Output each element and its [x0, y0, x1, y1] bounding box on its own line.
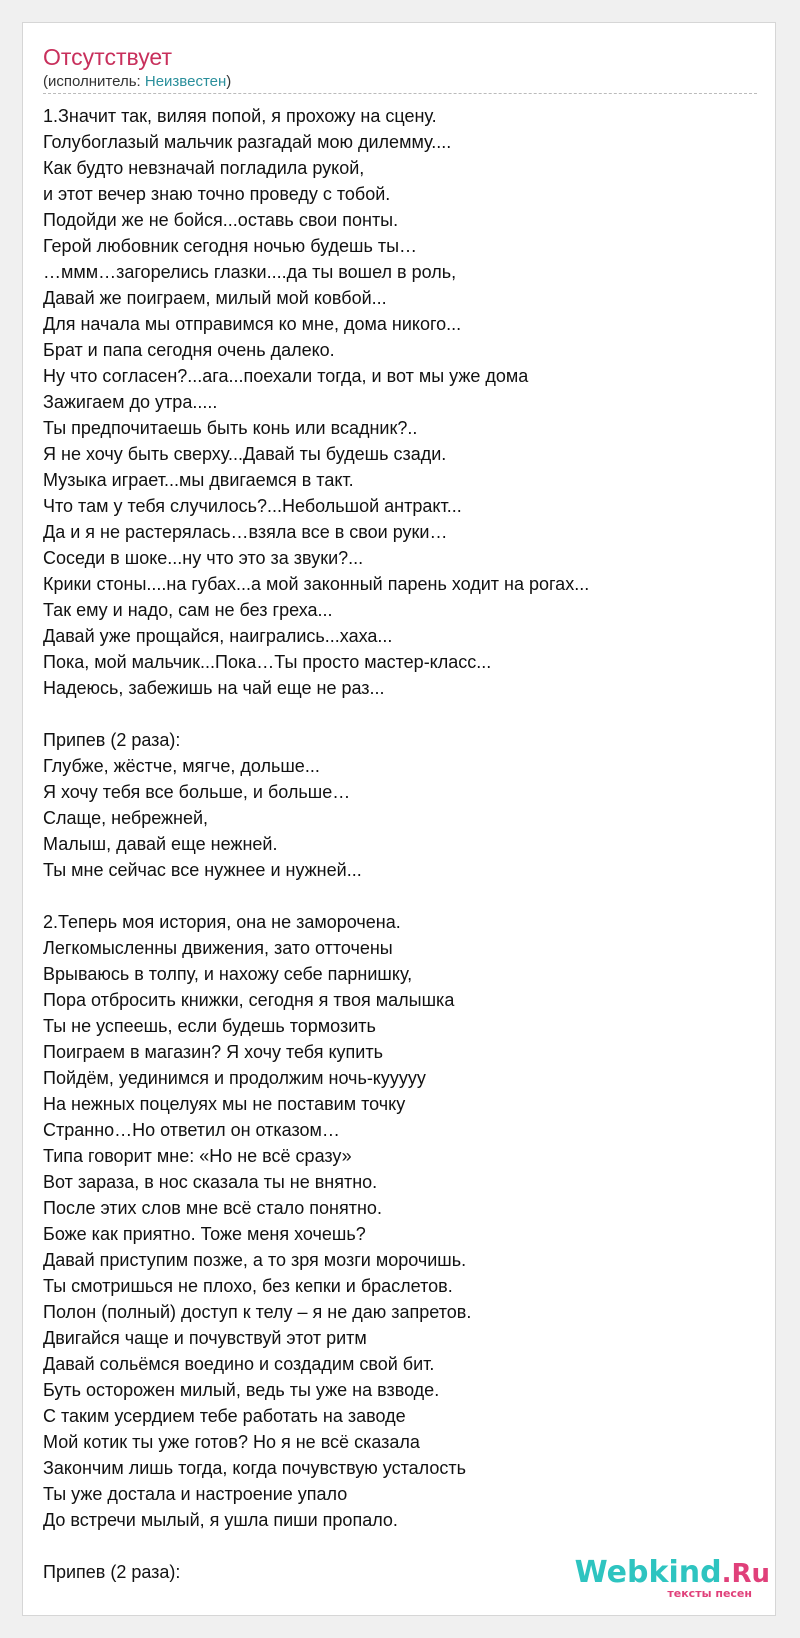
lyric-line: Я не хочу быть сверху...Давай ты будешь сзади. [43, 444, 447, 464]
lyric-line: Глубже, жёстче, мягче, дольше... [43, 756, 320, 776]
lyric-line: Голубоглазый мальчик разгадай мою дилемму.... [43, 132, 452, 152]
lyric-line: Давай сольёмся воедино и создадим свой бит. [43, 1354, 435, 1374]
lyric-line: Припев (2 раза): [43, 730, 181, 750]
lyric-line: Малыш, давай еще нежней. [43, 834, 278, 854]
lyric-line: Ну что согласен?...ага...поехали тогда, и вот мы уже дома [43, 366, 529, 386]
lyric-line: Как будто невзначай погладила рукой, [43, 158, 365, 178]
lyrics-card [22, 22, 776, 1616]
logo-subtitle: тексты песен [667, 1587, 752, 1600]
lyric-line: Ты не успеешь, если будешь тормозить [43, 1016, 376, 1036]
logo-main-text: Webkind [574, 1555, 722, 1590]
lyric-line: С таким усердием тебе работать на заводе [43, 1406, 406, 1426]
lyric-line: Странно…Но ответил он отказом… [43, 1120, 340, 1140]
lyric-line: Соседи в шоке...ну что это за звуки?... [43, 548, 364, 568]
song-title: Отсутствует [43, 44, 172, 70]
lyric-line: Двигайся чаще и почувствуй этот ритм [43, 1328, 367, 1348]
lyric-line: Буть осторожен милый, ведь ты уже на взводе. [43, 1380, 440, 1400]
logo-wordmark [575, 1557, 770, 1590]
lyric-line: Герой любовник сегодня ночью будешь ты… [43, 236, 418, 256]
lyric-line: Давай приступим позже, а то зря мозги морочишь. [43, 1250, 467, 1270]
lyric-line: 2.Теперь моя история, она не заморочена. [43, 912, 401, 932]
webkind-logo[interactable] [575, 1557, 770, 1600]
logo-tld: .Ru [721, 1559, 770, 1589]
lyric-line: Музыка играет...мы двигаемся в такт. [43, 470, 354, 490]
lyric-line: Поиграем в магазин? Я хочу тебя купить [43, 1042, 383, 1062]
lyric-line: Легкомысленны движения, зато отточены [43, 938, 393, 958]
lyric-line: Припев (2 раза): [43, 1562, 181, 1582]
lyric-line: Крики стоны....на губах...а мой законный парень ходит на рогах... [43, 574, 590, 594]
artist-link[interactable]: Неизвестен [144, 73, 227, 90]
lyric-line: Ты мне сейчас все нужнее и нужней... [43, 860, 362, 880]
lyric-line: На нежных поцелуях мы не поставим точку [43, 1094, 406, 1114]
lyric-line: Мой котик ты уже готов? Но я не всё сказала [43, 1432, 420, 1452]
lyric-line: Закончим лишь тогда, когда почувствую усталость [43, 1458, 466, 1478]
lyric-line: Ты смотришься не плохо, без кепки и браслетов. [43, 1276, 453, 1296]
lyric-line: Для начала мы отправимся ко мне, дома никого... [43, 314, 462, 334]
lyric-line: Ты предпочитаешь быть конь или всадник?.. [43, 418, 418, 438]
lyric-line: Давай уже прощайся, наигрались...хаха... [43, 626, 393, 646]
lyric-line: Пора отбросить книжки, сегодня я твоя малышка [43, 990, 455, 1010]
lyrics-text [43, 103, 763, 1585]
lyric-line: Надеюсь, забежишь на чай еще не раз... [43, 678, 385, 698]
lyric-line: Пока, мой мальчик...Пока…Ты просто мастер-класс... [43, 652, 492, 672]
artist-prefix: (исполнитель: [43, 73, 145, 90]
title-divider [43, 93, 757, 94]
lyric-line: Слаще, небрежней, [43, 808, 209, 828]
artist-line [43, 73, 231, 91]
lyric-line: …ммм…загорелись глазки....да ты вошел в роль, [43, 262, 457, 282]
lyric-line: Зажигаем до утра..... [43, 392, 218, 412]
lyric-line: Да и я не растерялась…взяла все в свои руки… [43, 522, 448, 542]
lyric-line [43, 701, 763, 727]
lyric-line: Полон (полный) доступ к телу – я не даю запретов. [43, 1302, 472, 1322]
lyric-line: Ты уже достала и настроение упало [43, 1484, 348, 1504]
lyric-line [43, 883, 763, 909]
artist-suffix: ) [226, 73, 232, 90]
lyric-line: Типа говорит мне: «Но не всё сразу» [43, 1146, 352, 1166]
lyric-line: Вот зараза, в нос сказала ты не внятно. [43, 1172, 378, 1192]
lyric-line: и этот вечер знаю точно проведу с тобой. [43, 184, 391, 204]
lyric-line: 1.Значит так, виляя попой, я прохожу на сцену. [43, 106, 437, 126]
lyric-line: После этих слов мне всё стало понятно. [43, 1198, 382, 1218]
lyric-line: Пойдём, уединимся и продолжим ночь-кууууу [43, 1068, 426, 1088]
lyric-line: До встречи мылый, я ушла пиши пропало. [43, 1510, 398, 1530]
lyric-line: Так ему и надо, сам не без греха... [43, 600, 333, 620]
lyric-line: Давай же поиграем, милый мой ковбой... [43, 288, 387, 308]
lyric-line: Что там у тебя случилось?...Небольшой антракт... [43, 496, 462, 516]
lyric-line: Подойди же не бойся...оставь свои понты. [43, 210, 399, 230]
lyric-line: Врываюсь в толпу, и нахожу себе парнишку, [43, 964, 413, 984]
lyric-line: Я хочу тебя все больше, и больше… [43, 782, 351, 802]
lyric-line: Боже как приятно. Тоже меня хочешь? [43, 1224, 366, 1244]
lyric-line: Брат и папа сегодня очень далеко. [43, 340, 335, 360]
